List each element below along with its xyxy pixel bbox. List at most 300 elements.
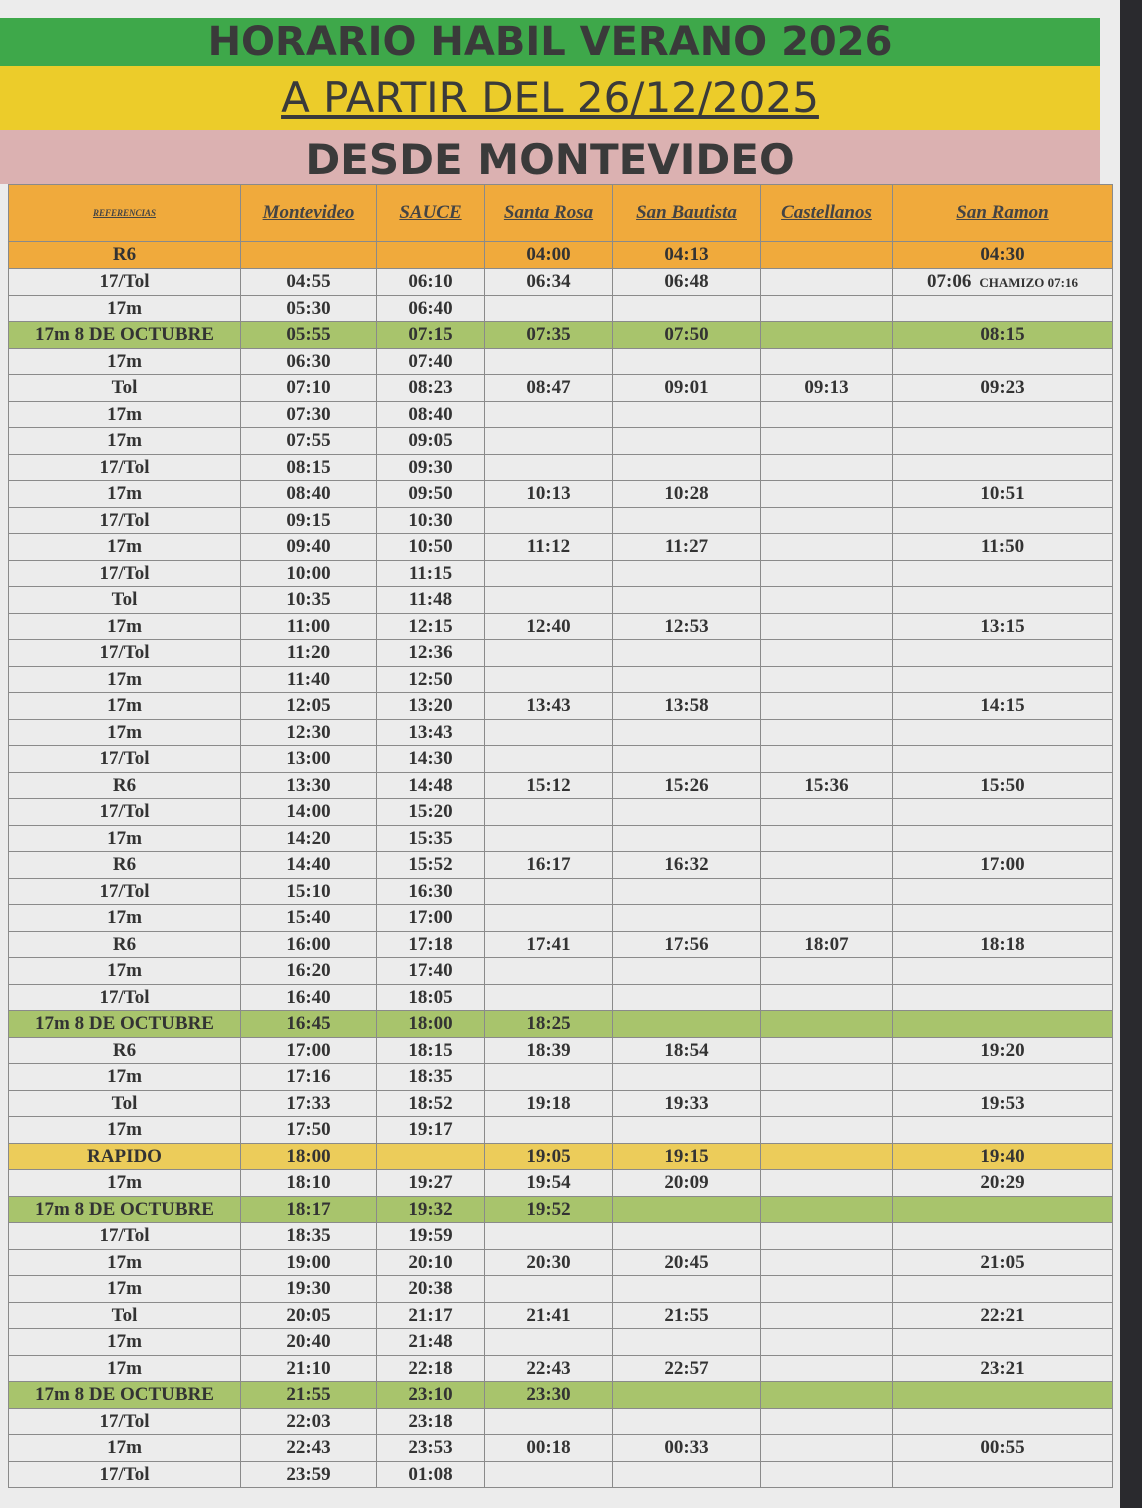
cell-reference-text: R6 (112, 244, 137, 266)
cell-sauce (377, 772, 485, 799)
cell-reference (9, 322, 241, 349)
cell-sauce-text: 06:10 (408, 271, 453, 292)
timetable-row (9, 454, 1113, 481)
cell-montevideo-text: 18:17 (286, 1198, 331, 1220)
cell-montevideo (241, 242, 377, 269)
cell-castellanos (761, 242, 893, 269)
cell-castellanos (761, 375, 893, 402)
cell-reference-text: 17m (107, 907, 142, 929)
cell-san-bautista-text: 07:50 (664, 324, 709, 346)
cell-san-ramon-text: 18:18 (980, 933, 1025, 955)
timetable-row (9, 375, 1113, 402)
cell-san-bautista (613, 348, 761, 375)
cell-montevideo-text: 07:30 (286, 403, 331, 425)
cell-sauce (377, 1355, 485, 1382)
cell-san-ramon (893, 1117, 1113, 1144)
cell-santa-rosa-text: 19:54 (526, 1172, 571, 1194)
cell-san-bautista (613, 1090, 761, 1117)
cell-san-bautista (613, 1117, 761, 1144)
cell-sauce-text: 20:10 (408, 1251, 453, 1273)
cell-san-bautista (613, 534, 761, 561)
cell-san-ramon-text: 09:23 (980, 377, 1025, 399)
cell-reference (9, 1090, 241, 1117)
cell-san-ramon (893, 931, 1113, 958)
cell-reference-text: 17m (107, 1251, 142, 1273)
cell-san-bautista (613, 1461, 761, 1488)
cell-santa-rosa-text: 00:18 (526, 1437, 571, 1459)
cell-san-bautista (613, 746, 761, 773)
cell-san-bautista-text: 20:09 (664, 1172, 709, 1194)
cell-sauce (377, 1037, 485, 1064)
cell-castellanos (761, 1276, 893, 1303)
cell-reference-text: 17m 8 DE OCTUBRE (35, 324, 214, 346)
cell-reference-text: 17/Tol (99, 1463, 150, 1485)
cell-montevideo (241, 1196, 377, 1223)
cell-montevideo-text: 06:30 (286, 350, 331, 372)
cell-castellanos-text: 15:36 (804, 774, 849, 796)
cell-san-bautista (613, 454, 761, 481)
timetable-row (9, 1435, 1113, 1462)
cell-santa-rosa (485, 1276, 613, 1303)
cell-castellanos (761, 666, 893, 693)
cell-sauce (377, 507, 485, 534)
cell-reference-text: R6 (112, 933, 137, 955)
cell-santa-rosa-text: 07:35 (526, 324, 571, 346)
cell-sauce-text: 13:43 (408, 721, 453, 743)
cell-montevideo-text: 14:00 (286, 801, 331, 823)
cell-santa-rosa-text: 06:34 (526, 271, 571, 292)
cell-san-ramon (893, 984, 1113, 1011)
cell-reference (9, 931, 241, 958)
timetable-row (9, 242, 1113, 269)
cell-reference-text: 17m (107, 1437, 142, 1459)
cell-san-bautista (613, 613, 761, 640)
cell-montevideo-text: 17:50 (286, 1119, 331, 1141)
cell-san-ramon-text: 14:15 (980, 695, 1025, 717)
cell-castellanos (761, 401, 893, 428)
cell-montevideo (241, 1117, 377, 1144)
cell-montevideo (241, 640, 377, 667)
cell-sauce (377, 825, 485, 852)
cell-sauce-text: 21:17 (408, 1304, 453, 1326)
cell-santa-rosa-text: 23:30 (526, 1384, 571, 1406)
cell-castellanos (761, 1435, 893, 1462)
cell-sauce-text: 23:10 (408, 1384, 453, 1406)
cell-sauce (377, 1196, 485, 1223)
cell-reference (9, 1461, 241, 1488)
cell-sauce (377, 799, 485, 826)
cell-san-bautista-text: 15:26 (664, 774, 709, 796)
cell-montevideo (241, 1302, 377, 1329)
cell-santa-rosa-text: 18:39 (526, 1039, 571, 1061)
cell-santa-rosa (485, 640, 613, 667)
cell-montevideo-text: 05:30 (286, 297, 331, 319)
cell-sauce-text: 15:35 (408, 827, 453, 849)
cell-santa-rosa-text: 21:41 (526, 1304, 571, 1326)
cell-montevideo (241, 719, 377, 746)
cell-santa-rosa-text: 04:00 (526, 244, 571, 266)
cell-castellanos (761, 1223, 893, 1250)
cell-montevideo (241, 1461, 377, 1488)
cell-san-bautista (613, 1037, 761, 1064)
cell-sauce (377, 1090, 485, 1117)
cell-montevideo (241, 348, 377, 375)
cell-montevideo-text: 12:30 (286, 721, 331, 743)
cell-montevideo-text: 04:55 (286, 271, 331, 292)
cell-san-ramon (893, 348, 1113, 375)
cell-sauce (377, 1011, 485, 1038)
cell-reference (9, 454, 241, 481)
cell-san-ramon-text: 10:51 (980, 483, 1025, 505)
cell-reference (9, 852, 241, 879)
cell-montevideo (241, 1276, 377, 1303)
cell-santa-rosa (485, 1117, 613, 1144)
cell-reference (9, 401, 241, 428)
cell-castellanos (761, 481, 893, 508)
cell-sauce (377, 1170, 485, 1197)
cell-san-ramon (893, 878, 1113, 905)
cell-montevideo-text: 11:20 (286, 642, 331, 664)
cell-montevideo-text: 14:20 (286, 827, 331, 849)
cell-san-ramon-text: 22:21 (980, 1304, 1025, 1326)
timetable-row (9, 1249, 1113, 1276)
cell-san-bautista-text: 11:27 (664, 536, 709, 558)
cell-santa-rosa (485, 268, 613, 295)
cell-san-ramon (893, 268, 1113, 295)
cell-sauce-text: 18:35 (408, 1066, 453, 1088)
cell-santa-rosa (485, 242, 613, 269)
cell-sauce (377, 1064, 485, 1091)
cell-montevideo (241, 534, 377, 561)
cell-san-ramon (893, 1302, 1113, 1329)
cell-sauce-text: 01:08 (408, 1463, 453, 1485)
cell-sauce (377, 348, 485, 375)
cell-reference-text: 17m (107, 1278, 142, 1300)
cell-sauce (377, 958, 485, 985)
cell-san-bautista (613, 1355, 761, 1382)
column-header-castellanos: Castellanos (761, 185, 893, 242)
cell-san-ramon (893, 534, 1113, 561)
cell-santa-rosa-text: 13:43 (526, 695, 571, 717)
column-header-santa-rosa: Santa Rosa (485, 185, 613, 242)
timetable-row (9, 1037, 1113, 1064)
cell-santa-rosa-text: 22:43 (526, 1357, 571, 1379)
cell-sauce-text: 07:15 (408, 324, 453, 346)
timetable (8, 184, 1113, 1488)
cell-santa-rosa (485, 428, 613, 455)
cell-san-ramon (893, 322, 1113, 349)
cell-san-bautista (613, 772, 761, 799)
cell-san-bautista (613, 1408, 761, 1435)
cell-castellanos (761, 454, 893, 481)
cell-reference (9, 242, 241, 269)
column-header-referencias: REFERENCIAS (9, 185, 241, 242)
cell-sauce-text: 13:20 (408, 695, 453, 717)
timetable-body (9, 242, 1113, 1488)
cell-san-ramon (893, 1064, 1113, 1091)
cell-sauce-text: 09:50 (408, 483, 453, 505)
cell-san-bautista (613, 242, 761, 269)
cell-reference-text: Tol (111, 1304, 138, 1326)
cell-sauce (377, 1249, 485, 1276)
cell-santa-rosa (485, 1302, 613, 1329)
cell-castellanos (761, 534, 893, 561)
cell-montevideo (241, 1329, 377, 1356)
cell-montevideo (241, 931, 377, 958)
cell-sauce-text: 09:05 (408, 430, 453, 452)
timetable-row (9, 1170, 1113, 1197)
cell-reference (9, 1382, 241, 1409)
cell-sauce-text: 20:38 (408, 1278, 453, 1300)
timetable-row (9, 295, 1113, 322)
cell-san-ramon (893, 719, 1113, 746)
cell-san-bautista (613, 1196, 761, 1223)
cell-reference-text: 17m (107, 430, 142, 452)
cell-reference-text: 17m (107, 1331, 142, 1353)
cell-santa-rosa (485, 1090, 613, 1117)
cell-san-bautista (613, 428, 761, 455)
cell-san-bautista-text: 13:58 (664, 695, 709, 717)
cell-sauce (377, 401, 485, 428)
cell-montevideo (241, 878, 377, 905)
column-header-sauce: SAUCE (377, 185, 485, 242)
cell-reference (9, 295, 241, 322)
timetable-row (9, 348, 1113, 375)
cell-san-bautista (613, 799, 761, 826)
timetable-row (9, 1382, 1113, 1409)
cell-sauce (377, 931, 485, 958)
cell-sauce (377, 1223, 485, 1250)
cell-castellanos (761, 878, 893, 905)
cell-santa-rosa-text: 12:40 (526, 615, 571, 637)
cell-montevideo (241, 958, 377, 985)
timetable-row (9, 481, 1113, 508)
cell-sauce (377, 719, 485, 746)
timetable-row (9, 746, 1113, 773)
cell-reference (9, 1355, 241, 1382)
cell-sauce (377, 1408, 485, 1435)
cell-santa-rosa (485, 1382, 613, 1409)
cell-santa-rosa (485, 322, 613, 349)
cell-sauce-text: 08:23 (408, 377, 453, 399)
cell-castellanos (761, 1090, 893, 1117)
timetable-row (9, 1461, 1113, 1488)
cell-montevideo (241, 905, 377, 932)
cell-sauce-text: 18:52 (408, 1092, 453, 1114)
cell-san-ramon (893, 587, 1113, 614)
cell-montevideo (241, 481, 377, 508)
cell-santa-rosa-text: 16:17 (526, 854, 571, 876)
cell-montevideo (241, 295, 377, 322)
cell-san-ramon-text: 11:50 (980, 536, 1025, 558)
cell-santa-rosa (485, 693, 613, 720)
cell-castellanos (761, 984, 893, 1011)
cell-san-bautista-text: 06:48 (664, 271, 709, 292)
cell-san-bautista-text: 00:33 (664, 1437, 709, 1459)
cell-montevideo-text: 18:35 (286, 1225, 331, 1247)
cell-santa-rosa-text: 20:30 (526, 1251, 571, 1273)
cell-reference-text: 17/Tol (99, 642, 150, 664)
cell-san-ramon (893, 1382, 1113, 1409)
cell-reference-text: 17/Tol (99, 880, 150, 902)
cell-sauce-text: 06:40 (408, 297, 453, 319)
cell-reference (9, 719, 241, 746)
cell-sauce (377, 613, 485, 640)
cell-note: CHAMIZO 07:16 (979, 274, 1078, 290)
cell-sauce-text: 12:36 (408, 642, 453, 664)
timetable-row (9, 666, 1113, 693)
cell-reference-text: R6 (112, 854, 137, 876)
cell-montevideo (241, 1011, 377, 1038)
cell-montevideo-text: 09:15 (286, 509, 331, 531)
cell-reference (9, 481, 241, 508)
cell-santa-rosa-text: 17:41 (526, 933, 571, 955)
cell-castellanos (761, 1408, 893, 1435)
cell-sauce-text: 15:20 (408, 801, 453, 823)
cell-castellanos (761, 322, 893, 349)
cell-montevideo (241, 1064, 377, 1091)
cell-san-bautista (613, 878, 761, 905)
cell-santa-rosa (485, 931, 613, 958)
cell-santa-rosa (485, 295, 613, 322)
cell-reference (9, 1408, 241, 1435)
cell-montevideo-text: 13:30 (286, 774, 331, 796)
cell-reference-text: 17m (107, 960, 142, 982)
cell-castellanos (761, 1461, 893, 1488)
cell-santa-rosa (485, 454, 613, 481)
cell-castellanos (761, 428, 893, 455)
cell-san-ramon (893, 560, 1113, 587)
cell-reference-text: 17m (107, 1066, 142, 1088)
cell-reference (9, 613, 241, 640)
cell-sauce-text: 11:15 (408, 562, 453, 584)
cell-san-ramon (893, 1011, 1113, 1038)
cell-sauce (377, 587, 485, 614)
cell-santa-rosa (485, 772, 613, 799)
cell-sauce (377, 1276, 485, 1303)
timetable-row (9, 1408, 1113, 1435)
cell-montevideo (241, 984, 377, 1011)
cell-reference (9, 984, 241, 1011)
cell-montevideo (241, 560, 377, 587)
cell-sauce-text: 14:30 (408, 748, 453, 770)
cell-reference-text: R6 (112, 1039, 137, 1061)
cell-san-ramon (893, 905, 1113, 932)
cell-san-ramon (893, 1276, 1113, 1303)
cell-san-ramon (893, 772, 1113, 799)
cell-montevideo (241, 507, 377, 534)
cell-sauce-text: 08:40 (408, 403, 453, 425)
cell-castellanos (761, 1196, 893, 1223)
cell-sauce-text: 07:40 (408, 350, 453, 372)
timetable-row (9, 1196, 1113, 1223)
cell-san-bautista (613, 1064, 761, 1091)
cell-santa-rosa (485, 401, 613, 428)
cell-castellanos-text: 09:13 (804, 377, 849, 399)
cell-san-ramon-text: 19:40 (980, 1145, 1025, 1167)
cell-montevideo (241, 613, 377, 640)
timetable-row (9, 613, 1113, 640)
timetable-row (9, 878, 1113, 905)
cell-reference (9, 1196, 241, 1223)
cell-castellanos (761, 1249, 893, 1276)
cell-montevideo-text: 21:55 (286, 1384, 331, 1406)
cell-sauce-text: 12:50 (408, 668, 453, 690)
cell-san-bautista (613, 481, 761, 508)
cell-santa-rosa (485, 1329, 613, 1356)
cell-santa-rosa (485, 534, 613, 561)
cell-montevideo (241, 1223, 377, 1250)
cell-san-ramon-text: 23:21 (980, 1357, 1025, 1379)
cell-san-bautista (613, 958, 761, 985)
cell-montevideo-text: 11:40 (286, 668, 331, 690)
cell-reference-text: 17m (107, 297, 142, 319)
cell-san-bautista (613, 322, 761, 349)
cell-montevideo-text: 11:00 (286, 615, 331, 637)
cell-sauce (377, 1117, 485, 1144)
column-header-san-bautista: San Bautista (613, 185, 761, 242)
cell-sauce-text: 15:52 (408, 854, 453, 876)
cell-san-ramon-text: 04:30 (980, 244, 1025, 266)
cell-castellanos (761, 560, 893, 587)
cell-montevideo-text: 20:05 (286, 1304, 331, 1326)
cell-sauce (377, 242, 485, 269)
cell-san-ramon (893, 1037, 1113, 1064)
timetable-row (9, 268, 1113, 295)
cell-castellanos (761, 1170, 893, 1197)
cell-san-ramon (893, 1223, 1113, 1250)
cell-santa-rosa (485, 560, 613, 587)
cell-montevideo (241, 1408, 377, 1435)
cell-san-bautista (613, 1223, 761, 1250)
cell-reference (9, 1170, 241, 1197)
cell-san-ramon (893, 1355, 1113, 1382)
cell-sauce-text: 19:59 (408, 1225, 453, 1247)
cell-montevideo-text: 21:10 (286, 1357, 331, 1379)
cell-montevideo (241, 454, 377, 481)
cell-sauce-text: 14:48 (408, 774, 453, 796)
cell-sauce-text: 21:48 (408, 1331, 453, 1353)
cell-san-bautista (613, 852, 761, 879)
schedule-start-date: A PARTIR DEL 26/12/2025 (0, 66, 1100, 130)
cell-santa-rosa-text: 10:13 (526, 483, 571, 505)
cell-san-ramon (893, 613, 1113, 640)
cell-san-ramon-text: 17:00 (980, 854, 1025, 876)
cell-sauce (377, 984, 485, 1011)
cell-sauce-text: 09:30 (408, 456, 453, 478)
cell-montevideo-text: 07:10 (286, 377, 331, 399)
cell-reference (9, 666, 241, 693)
timetable-row (9, 825, 1113, 852)
cell-santa-rosa-text: 18:25 (526, 1013, 571, 1035)
cell-montevideo-text: 16:40 (286, 986, 331, 1008)
cell-castellanos (761, 1382, 893, 1409)
cell-castellanos (761, 1037, 893, 1064)
cell-montevideo-text: 13:00 (286, 748, 331, 770)
cell-montevideo (241, 693, 377, 720)
timetable-row (9, 693, 1113, 720)
cell-san-ramon (893, 481, 1113, 508)
cell-santa-rosa (485, 1143, 613, 1170)
cell-sauce-text: 19:27 (408, 1172, 453, 1194)
cell-santa-rosa-text: 11:12 (526, 536, 571, 558)
cell-san-bautista (613, 295, 761, 322)
cell-reference (9, 1329, 241, 1356)
cell-reference (9, 1249, 241, 1276)
cell-sauce-text: 23:18 (408, 1410, 453, 1432)
cell-montevideo-text: 16:00 (286, 933, 331, 955)
timetable-row (9, 1223, 1113, 1250)
